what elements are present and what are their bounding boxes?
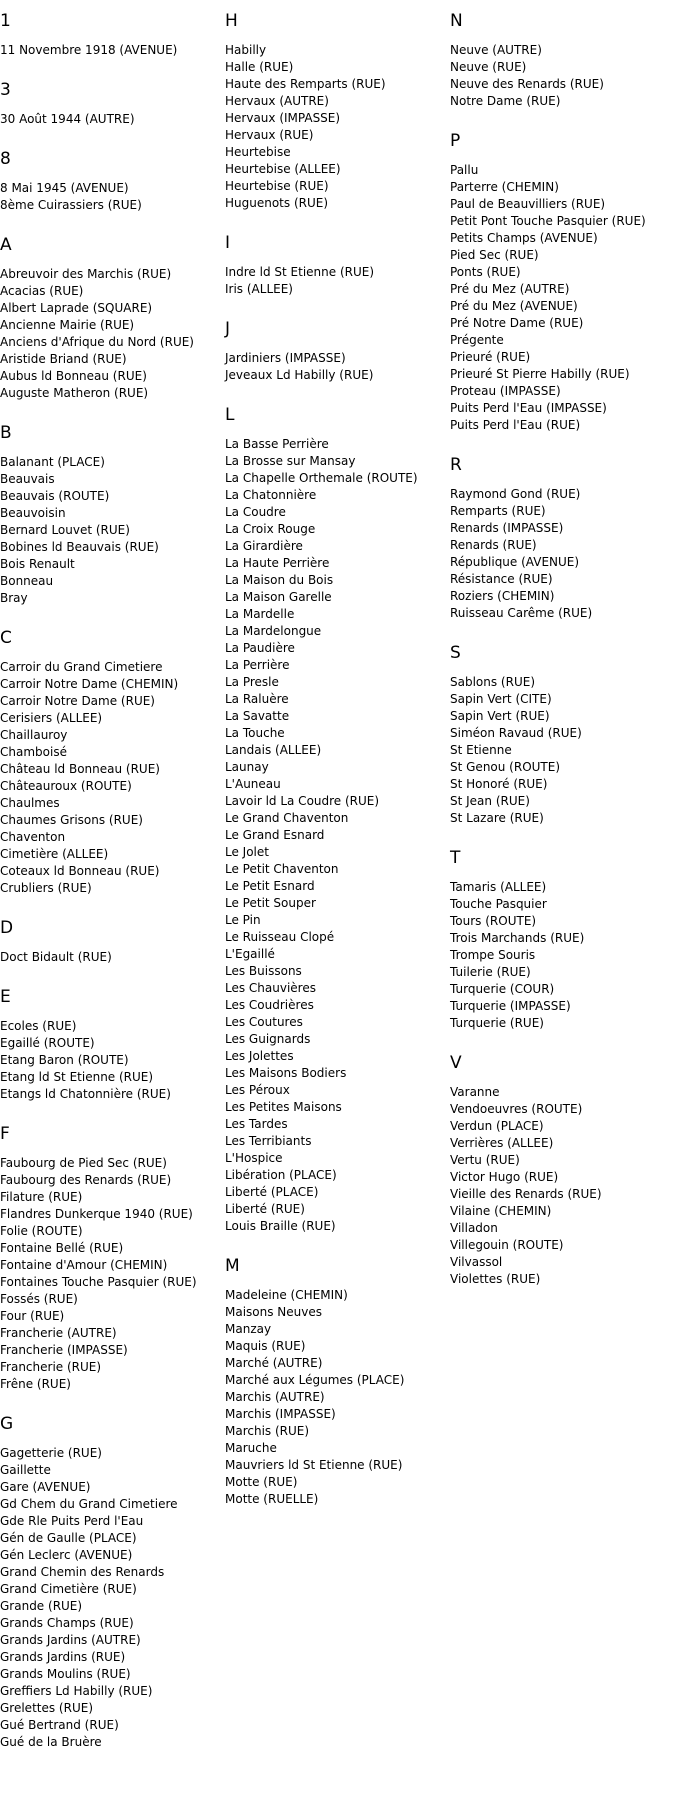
street-name: Beauvais (ROUTE): [0, 489, 110, 503]
street-name: Parterre (CHEMIN): [450, 180, 559, 194]
group-letter-heading: 8: [0, 149, 11, 169]
street-name: Habilly: [225, 43, 267, 57]
street-name: Fossés (RUE): [0, 1292, 78, 1306]
street-name: Heurtebise (RUE): [225, 179, 329, 193]
street-name: La Savatte: [225, 709, 290, 723]
street-name: Château ld Bonneau (RUE): [0, 762, 160, 776]
index-column: [0, 10, 197, 1771]
street-name: Maquis (RUE): [225, 1339, 306, 1353]
street-name: Hervaux (AUTRE): [225, 94, 329, 108]
street-name: St Lazare (RUE): [450, 811, 544, 825]
street-name: Albert Laprade (SQUARE): [0, 301, 153, 315]
street-name: L'Auneau: [225, 777, 281, 791]
street-name: Indre ld St Etienne (RUE): [225, 265, 375, 279]
street-name: Landais (ALLEE): [225, 743, 322, 757]
street-name: Roziers (CHEMIN): [450, 589, 555, 603]
street-name: La Chatonnière: [225, 488, 317, 502]
street-name: Gd Chem du Grand Cimetiere: [0, 1497, 178, 1511]
street-name: Grands Moulins (RUE): [0, 1667, 131, 1681]
street-name: St Jean (RUE): [450, 794, 530, 808]
street-name: Cimetière (ALLEE): [0, 847, 109, 861]
letter-group: [0, 986, 197, 1103]
street-name: La Mardelle: [225, 607, 295, 621]
street-name: Chaillauroy: [0, 728, 68, 742]
street-name: Abreuvoir des Marchis (RUE): [0, 267, 172, 281]
street-name: Grand Chemin des Renards: [0, 1565, 165, 1579]
group-letter-heading: H: [225, 11, 238, 31]
street-name: Grelettes (RUE): [0, 1701, 93, 1715]
street-list: [0, 111, 197, 128]
street-list: [0, 949, 197, 966]
street-name: Notre Dame (RUE): [450, 94, 561, 108]
street-name: La Brosse sur Mansay: [225, 454, 356, 468]
street-name: Villegouin (ROUTE): [450, 1238, 564, 1252]
street-name: Pré du Mez (AUTRE): [450, 282, 570, 296]
street-name: Verrières (ALLEE): [450, 1136, 554, 1150]
group-letter-heading: T: [450, 848, 461, 868]
street-name: Neuve (AUTRE): [450, 43, 542, 57]
street-name: Renards (RUE): [450, 538, 537, 552]
street-name: Proteau (IMPASSE): [450, 384, 561, 398]
street-name: Carroir Notre Dame (CHEMIN): [0, 677, 179, 691]
street-name: Carroir Notre Dame (RUE): [0, 694, 155, 708]
street-name: Marché aux Légumes (PLACE): [225, 1373, 405, 1387]
street-name: Tours (ROUTE): [450, 914, 537, 928]
letter-group: [0, 148, 197, 214]
street-name: 8ème Cuirassiers (RUE): [0, 198, 142, 212]
street-name: Maisons Neuves: [225, 1305, 323, 1319]
street-list: [450, 162, 646, 434]
street-name: Bois Renault: [0, 557, 75, 571]
street-name: Liberté (PLACE): [225, 1185, 319, 1199]
street-name: Remparts (RUE): [450, 504, 546, 518]
street-name: La Perrière: [225, 658, 290, 672]
street-name: Cerisiers (ALLEE): [0, 711, 103, 725]
street-name: Pallu: [450, 163, 479, 177]
street-name: Gué de la Bruère: [0, 1735, 102, 1749]
street-name: Haute des Remparts (RUE): [225, 77, 386, 91]
street-name: Les Guignards: [225, 1032, 311, 1046]
street-name: Marchis (IMPASSE): [225, 1407, 336, 1421]
group-letter-heading: 1: [0, 11, 11, 31]
street-name: Gué Bertrand (RUE): [0, 1718, 119, 1732]
street-name: Gén de Gaulle (PLACE): [0, 1531, 137, 1545]
street-list: [0, 180, 197, 214]
street-name: Lavoir ld La Coudre (RUE): [225, 794, 380, 808]
street-name: Francherie (AUTRE): [0, 1326, 117, 1340]
street-name: Libération (PLACE): [225, 1168, 337, 1182]
group-letter-heading: M: [225, 1256, 240, 1276]
letter-group: [225, 318, 418, 384]
street-name: St Genou (ROUTE): [450, 760, 561, 774]
street-name: Le Pin: [225, 913, 261, 927]
street-name: Francherie (IMPASSE): [0, 1343, 128, 1357]
street-name: Marché (AUTRE): [225, 1356, 323, 1370]
street-name: La Chapelle Orthemale (ROUTE): [225, 471, 418, 485]
street-name: Fontaine Bellé (RUE): [0, 1241, 124, 1255]
street-list: [0, 1018, 197, 1103]
street-name: Etangs ld Chatonnière (RUE): [0, 1087, 171, 1101]
street-name: Francherie (RUE): [0, 1360, 102, 1374]
street-name: Gde Rle Puits Perd l'Eau: [0, 1514, 144, 1528]
letter-group: [450, 130, 646, 434]
street-name: La Basse Perrière: [225, 437, 329, 451]
street-name: Raymond Gond (RUE): [450, 487, 581, 501]
street-name: Ruisseau Carême (RUE): [450, 606, 593, 620]
street-name: Violettes (RUE): [450, 1272, 541, 1286]
letter-group: [0, 1413, 197, 1751]
street-name: Puits Perd l'Eau (IMPASSE): [450, 401, 607, 415]
street-name: Sapin Vert (RUE): [450, 709, 550, 723]
street-name: Vieille des Renards (RUE): [450, 1187, 602, 1201]
street-name: Petit Pont Touche Pasquier (RUE): [450, 214, 646, 228]
letter-group: [0, 917, 197, 966]
street-list: [225, 436, 418, 1235]
street-name: Sapin Vert (CITE): [450, 692, 552, 706]
street-name: Siméon Ravaud (RUE): [450, 726, 582, 740]
street-name: La Mardelongue: [225, 624, 322, 638]
street-name: Les Terribiants: [225, 1134, 312, 1148]
street-name: Motte (RUELLE): [225, 1492, 319, 1506]
street-name: Les Buissons: [225, 964, 302, 978]
street-list: [450, 486, 646, 622]
street-name: Prieuré St Pierre Habilly (RUE): [450, 367, 630, 381]
street-name: Ponts (RUE): [450, 265, 521, 279]
street-list: [450, 674, 646, 827]
street-name: Chaventon: [0, 830, 66, 844]
street-name: La Paudière: [225, 641, 295, 655]
letter-group: [0, 79, 197, 128]
street-name: Hervaux (RUE): [225, 128, 314, 142]
street-name: Carroir du Grand Cimetiere: [0, 660, 163, 674]
street-name: Sablons (RUE): [450, 675, 536, 689]
group-letter-heading: 3: [0, 80, 11, 100]
street-name: Beauvais: [0, 472, 55, 486]
street-name: Grands Champs (RUE): [0, 1616, 134, 1630]
street-name: Heurtebise: [225, 145, 291, 159]
letter-group: [225, 404, 418, 1235]
letter-group: [0, 627, 197, 897]
group-letter-heading: P: [450, 131, 461, 151]
street-list: [0, 266, 197, 402]
street-name: République (AVENUE): [450, 555, 580, 569]
street-list: [225, 1287, 418, 1508]
street-name: St Etienne: [450, 743, 512, 757]
letter-group: [0, 422, 197, 607]
street-name: Prégente: [450, 333, 504, 347]
street-name: Le Grand Esnard: [225, 828, 325, 842]
street-name: Crubliers (RUE): [0, 881, 92, 895]
street-name: Bray: [0, 591, 28, 605]
street-name: Frêne (RUE): [0, 1377, 71, 1391]
street-name: Faubourg de Pied Sec (RUE): [0, 1156, 167, 1170]
street-name: Les Coudrières: [225, 998, 314, 1012]
street-name: La Presle: [225, 675, 279, 689]
street-name: Gaillette: [0, 1463, 51, 1477]
street-name: Madeleine (CHEMIN): [225, 1288, 348, 1302]
street-list: [225, 42, 418, 212]
street-name: Les Petites Maisons: [225, 1100, 342, 1114]
street-name: Ancienne Mairie (RUE): [0, 318, 135, 332]
street-name: Gén Leclerc (AVENUE): [0, 1548, 133, 1562]
street-name: Tamaris (ALLEE): [450, 880, 547, 894]
street-name: Vilaine (CHEMIN): [450, 1204, 552, 1218]
street-name: Maruche: [225, 1441, 277, 1455]
street-name: Flandres Dunkerque 1940 (RUE): [0, 1207, 193, 1221]
street-name: Victor Hugo (RUE): [450, 1170, 559, 1184]
index-column: [225, 10, 418, 1528]
street-name: Liberté (RUE): [225, 1202, 305, 1216]
street-name: Le Petit Esnard: [225, 879, 315, 893]
street-name: Renards (IMPASSE): [450, 521, 564, 535]
letter-group: [450, 847, 646, 1032]
street-name: Etang Baron (ROUTE): [0, 1053, 129, 1067]
street-name: Bonneau: [0, 574, 54, 588]
street-name: Le Petit Chaventon: [225, 862, 339, 876]
street-name: Louis Braille (RUE): [225, 1219, 336, 1233]
group-letter-heading: R: [450, 455, 462, 475]
street-name: Villadon: [450, 1221, 498, 1235]
street-name: Trompe Souris: [450, 948, 536, 962]
street-name: La Coudre: [225, 505, 286, 519]
street-name: Bobines ld Beauvais (RUE): [0, 540, 159, 554]
street-list: [450, 1084, 646, 1288]
group-letter-heading: A: [0, 235, 12, 255]
street-list: [225, 350, 418, 384]
street-name: Auguste Matheron (RUE): [0, 386, 149, 400]
street-name: La Maison Garelle: [225, 590, 332, 604]
letter-group: [225, 1255, 418, 1508]
street-name: Four (RUE): [0, 1309, 65, 1323]
street-list: [0, 454, 197, 607]
street-name: Filature (RUE): [0, 1190, 83, 1204]
street-name: 8 Mai 1945 (AVENUE): [0, 181, 129, 195]
street-name: Turquerie (RUE): [450, 1016, 544, 1030]
street-name: La Raluère: [225, 692, 289, 706]
letter-group: [450, 642, 646, 827]
street-name: Greffiers Ld Habilly (RUE): [0, 1684, 153, 1698]
street-name: Le Jolet: [225, 845, 269, 859]
street-name: Prieuré (RUE): [450, 350, 531, 364]
street-name: Launay: [225, 760, 269, 774]
street-name: Faubourg des Renards (RUE): [0, 1173, 172, 1187]
street-name: L'Hospice: [225, 1151, 283, 1165]
street-name: Halle (RUE): [225, 60, 294, 74]
street-name: Vilvassol: [450, 1255, 503, 1269]
group-letter-heading: J: [225, 319, 231, 339]
street-name: Pied Sec (RUE): [450, 248, 539, 262]
street-name: Les Péroux: [225, 1083, 290, 1097]
street-name: Iris (ALLEE): [225, 282, 293, 296]
letter-group: [450, 454, 646, 622]
street-name: La Haute Perrière: [225, 556, 330, 570]
street-name: Bernard Louvet (RUE): [0, 523, 130, 537]
street-name: Tuilerie (RUE): [450, 965, 531, 979]
street-name: La Croix Rouge: [225, 522, 316, 536]
street-name: Ecoles (RUE): [0, 1019, 77, 1033]
street-list: [0, 1445, 197, 1751]
street-name: Châteauroux (ROUTE): [0, 779, 132, 793]
street-name: Varanne: [450, 1085, 500, 1099]
street-name: Touche Pasquier: [450, 897, 547, 911]
group-letter-heading: V: [450, 1053, 462, 1073]
letter-group: [225, 232, 418, 298]
street-name: Grande (RUE): [0, 1599, 83, 1613]
street-name: Doct Bidault (RUE): [0, 950, 112, 964]
street-name: Heurtebise (ALLEE): [225, 162, 341, 176]
group-letter-heading: S: [450, 643, 461, 663]
street-name: Neuve des Renards (RUE): [450, 77, 604, 91]
group-letter-heading: F: [0, 1124, 10, 1144]
street-name: L'Egaillé: [225, 947, 275, 961]
street-name: Aubus ld Bonneau (RUE): [0, 369, 147, 383]
street-name: Beauvoisin: [0, 506, 66, 520]
street-name: Vendoeuvres (ROUTE): [450, 1102, 583, 1116]
letter-group: [450, 10, 646, 110]
street-name: Fontaine d'Amour (CHEMIN): [0, 1258, 168, 1272]
street-name: Pré du Mez (AVENUE): [450, 299, 578, 313]
street-name: Coteaux ld Bonneau (RUE): [0, 864, 160, 878]
street-name: Puits Perd l'Eau (RUE): [450, 418, 581, 432]
street-name: Neuve (RUE): [450, 60, 527, 74]
street-name: 30 Août 1944 (AUTRE): [0, 112, 135, 126]
group-letter-heading: L: [225, 405, 235, 425]
street-name: Folie (ROUTE): [0, 1224, 83, 1238]
street-name: Egaillé (ROUTE): [0, 1036, 95, 1050]
street-name: Motte (RUE): [225, 1475, 298, 1489]
letter-group: [450, 1052, 646, 1288]
street-name: Mauvriers ld St Etienne (RUE): [225, 1458, 403, 1472]
street-name: Chaumes Grisons (RUE): [0, 813, 143, 827]
letter-group: [225, 10, 418, 212]
street-name: La Touche: [225, 726, 285, 740]
group-letter-heading: N: [450, 11, 463, 31]
street-name: Fontaines Touche Pasquier (RUE): [0, 1275, 197, 1289]
street-name: Les Maisons Bodiers: [225, 1066, 347, 1080]
street-list: [0, 659, 197, 897]
street-name: Anciens d'Afrique du Nord (RUE): [0, 335, 194, 349]
street-name: Aristide Briand (RUE): [0, 352, 127, 366]
street-name: Grands Jardins (RUE): [0, 1650, 126, 1664]
letter-group: [0, 10, 197, 59]
group-letter-heading: D: [0, 918, 14, 938]
street-list: [0, 42, 197, 59]
street-name: Paul de Beauvilliers (RUE): [450, 197, 606, 211]
street-name: Gagetterie (RUE): [0, 1446, 102, 1460]
street-list: [450, 42, 646, 110]
street-name: La Girardière: [225, 539, 303, 553]
group-letter-heading: B: [0, 423, 12, 443]
street-name: La Maison du Bois: [225, 573, 334, 587]
street-name: Etang ld St Etienne (RUE): [0, 1070, 154, 1084]
street-name: Chamboisé: [0, 745, 67, 759]
street-name: Les Chauvières: [225, 981, 316, 995]
street-name: Marchis (AUTRE): [225, 1390, 325, 1404]
index-column: [450, 10, 646, 1308]
street-name: Chaulmes: [0, 796, 60, 810]
street-name: Grand Cimetière (RUE): [0, 1582, 137, 1596]
group-letter-heading: I: [225, 233, 231, 253]
street-name: Huguenots (RUE): [225, 196, 329, 210]
street-name: Petits Champs (AVENUE): [450, 231, 598, 245]
street-list: [0, 1155, 197, 1393]
group-letter-heading: G: [0, 1414, 14, 1434]
letter-group: [0, 234, 197, 402]
street-name: Gare (AVENUE): [0, 1480, 91, 1494]
group-letter-heading: C: [0, 628, 12, 648]
street-name: Le Petit Souper: [225, 896, 316, 910]
street-name: Les Coutures: [225, 1015, 303, 1029]
street-list: [450, 879, 646, 1032]
street-name: Vertu (RUE): [450, 1153, 520, 1167]
street-name: Le Grand Chaventon: [225, 811, 349, 825]
street-name: St Honoré (RUE): [450, 777, 548, 791]
street-name: Résistance (RUE): [450, 572, 553, 586]
street-name: Hervaux (IMPASSE): [225, 111, 341, 125]
street-name: Verdun (PLACE): [450, 1119, 544, 1133]
street-name: Grands Jardins (AUTRE): [0, 1633, 141, 1647]
street-name: 11 Novembre 1918 (AVENUE): [0, 43, 178, 57]
letter-group: [0, 1123, 197, 1393]
street-name: Turquerie (COUR): [450, 982, 555, 996]
street-name: Le Ruisseau Clopé: [225, 930, 335, 944]
street-name: Trois Marchands (RUE): [450, 931, 585, 945]
street-name: Acacias (RUE): [0, 284, 84, 298]
street-name: Jardiniers (IMPASSE): [225, 351, 346, 365]
street-name: Pré Notre Dame (RUE): [450, 316, 584, 330]
street-list: [225, 264, 418, 298]
street-name: Manzay: [225, 1322, 272, 1336]
street-name: Les Tardes: [225, 1117, 288, 1131]
street-name: Marchis (RUE): [225, 1424, 310, 1438]
street-name: Turquerie (IMPASSE): [450, 999, 571, 1013]
street-name: Jeveaux Ld Habilly (RUE): [225, 368, 374, 382]
group-letter-heading: E: [0, 987, 11, 1007]
street-name: Les Jolettes: [225, 1049, 294, 1063]
street-name: Balanant (PLACE): [0, 455, 105, 469]
